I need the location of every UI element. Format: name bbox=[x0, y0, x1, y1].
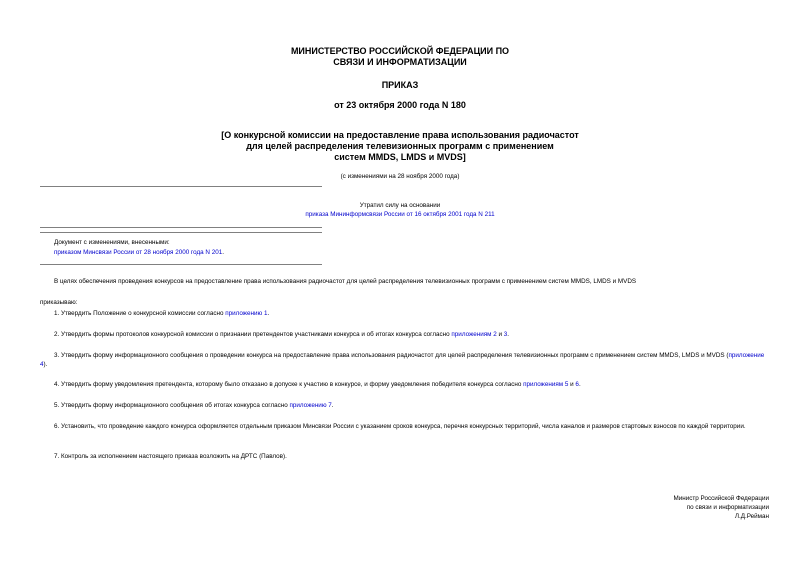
signature-name: Л.Д.Рейман bbox=[734, 513, 769, 520]
signature-block bbox=[673, 494, 769, 521]
subject-line-3: систем MMDS, LMDS и MVDS] bbox=[334, 152, 466, 162]
amended-doc-suffix: . bbox=[222, 249, 224, 256]
appendix-7-link[interactable]: приложению 7 bbox=[289, 402, 332, 409]
item-2 bbox=[54, 330, 509, 339]
item-3-end: ). bbox=[43, 361, 48, 368]
doc-date-number: от 23 октября 2000 года N 180 bbox=[334, 100, 466, 110]
status-line: Утратил силу на основании bbox=[359, 202, 441, 209]
item-4-end: . bbox=[578, 381, 581, 388]
item-2-end: . bbox=[507, 331, 509, 338]
item-2-mid: и bbox=[496, 331, 504, 338]
item-4 bbox=[54, 380, 581, 389]
ministry-line-1: МИНИСТЕРСТВО РОССИЙСКОЙ ФЕДЕРАЦИИ ПО bbox=[290, 46, 510, 56]
signature-line-1: Министр Российской Федерации bbox=[673, 495, 769, 502]
amended-doc-line bbox=[54, 248, 224, 257]
subject-line-2: для целей распределения телевизионных программ с применением bbox=[246, 141, 554, 151]
item-2-text: 2. Утвердить формы протоколов конкурсной комиссии о признании претендентов участниками конкурса и об итогах конкурса согласно bbox=[54, 331, 452, 338]
item-3 bbox=[40, 351, 770, 369]
item-6: 6. Установить, что проведение каждого конкурса оформляется отдельным приказом Минсвязи России с указанием сроков конкурса, перечня конкурсных территорий, числа каналов и размеров стартовых взносов по каждой территории. bbox=[54, 423, 746, 430]
appendix-5-link[interactable]: приложениям 5 bbox=[523, 381, 569, 388]
subject-line-1: [О конкурсной комиссии на предоставление права использования радиочастот bbox=[221, 130, 579, 140]
amendments-note: (с изменениями на 28 ноября 2000 года) bbox=[340, 173, 460, 180]
item-1-text: 1. Утвердить Положение о конкурсной комиссии согласно bbox=[54, 310, 226, 317]
separator-rule bbox=[40, 186, 322, 187]
amended-doc-label: Документ с изменениями, внесенными: bbox=[54, 239, 170, 246]
item-5 bbox=[54, 401, 334, 410]
amending-order-link[interactable]: приказом Минсвязи России от 28 ноября 2000 года N 201 bbox=[54, 249, 223, 256]
separator-rule bbox=[40, 264, 322, 265]
appendix-1-link[interactable]: приложению 1 bbox=[225, 310, 268, 317]
appendix-4-link[interactable]: приложение 4 bbox=[40, 352, 765, 368]
separator-rule bbox=[40, 232, 322, 233]
ministry-line-2: СВЯЗИ И ИНФОРМАТИЗАЦИИ bbox=[333, 57, 467, 67]
doc-subject bbox=[150, 130, 650, 163]
item-1-end: . bbox=[267, 310, 270, 317]
order-word: приказываю: bbox=[40, 299, 78, 306]
ministry-title bbox=[200, 46, 600, 68]
item-7: 7. Контроль за исполнением настоящего приказа возложить на ДРТС (Павлов). bbox=[54, 453, 287, 460]
appendix-6-link[interactable]: 6 bbox=[575, 381, 579, 388]
item-1 bbox=[54, 309, 269, 318]
signature-line-2: по связи и информатизации bbox=[686, 504, 769, 511]
separator-rule bbox=[40, 227, 322, 228]
item-3-text: 3. Утвердить форму информационного сообщения о проведении конкурса на предоставление права использования радиочастот для целей распределения телевизионных программ с применением систем MMDS, LMDS и MVDS ( bbox=[54, 352, 729, 359]
item-5-end: . bbox=[331, 402, 334, 409]
appendix-2-link[interactable]: приложениям 2 bbox=[451, 331, 497, 338]
item-4-text: 4. Утвердить форму уведомления претендента, которому было отказано в допуске к участию в конкурсе, и форму уведомления победителя конкурса согласно bbox=[54, 381, 524, 388]
repeal-order-link[interactable]: приказа Мининформсвязи России от 16 октября 2001 года N 211 bbox=[305, 211, 495, 218]
appendix-3-link[interactable]: 3 bbox=[503, 331, 508, 338]
doc-type: ПРИКАЗ bbox=[381, 80, 419, 90]
preamble: В целях обеспечения проведения конкурсов на предоставление права использования радиочастот для целей распределения телевизионных программ с применением систем MMDS, LMDS и MVDS bbox=[54, 278, 637, 285]
item-5-text: 5. Утвердить форму информационного сообщения об итогах конкурса согласно bbox=[54, 402, 290, 409]
item-4-mid: и bbox=[568, 381, 576, 388]
status-block bbox=[240, 201, 560, 219]
